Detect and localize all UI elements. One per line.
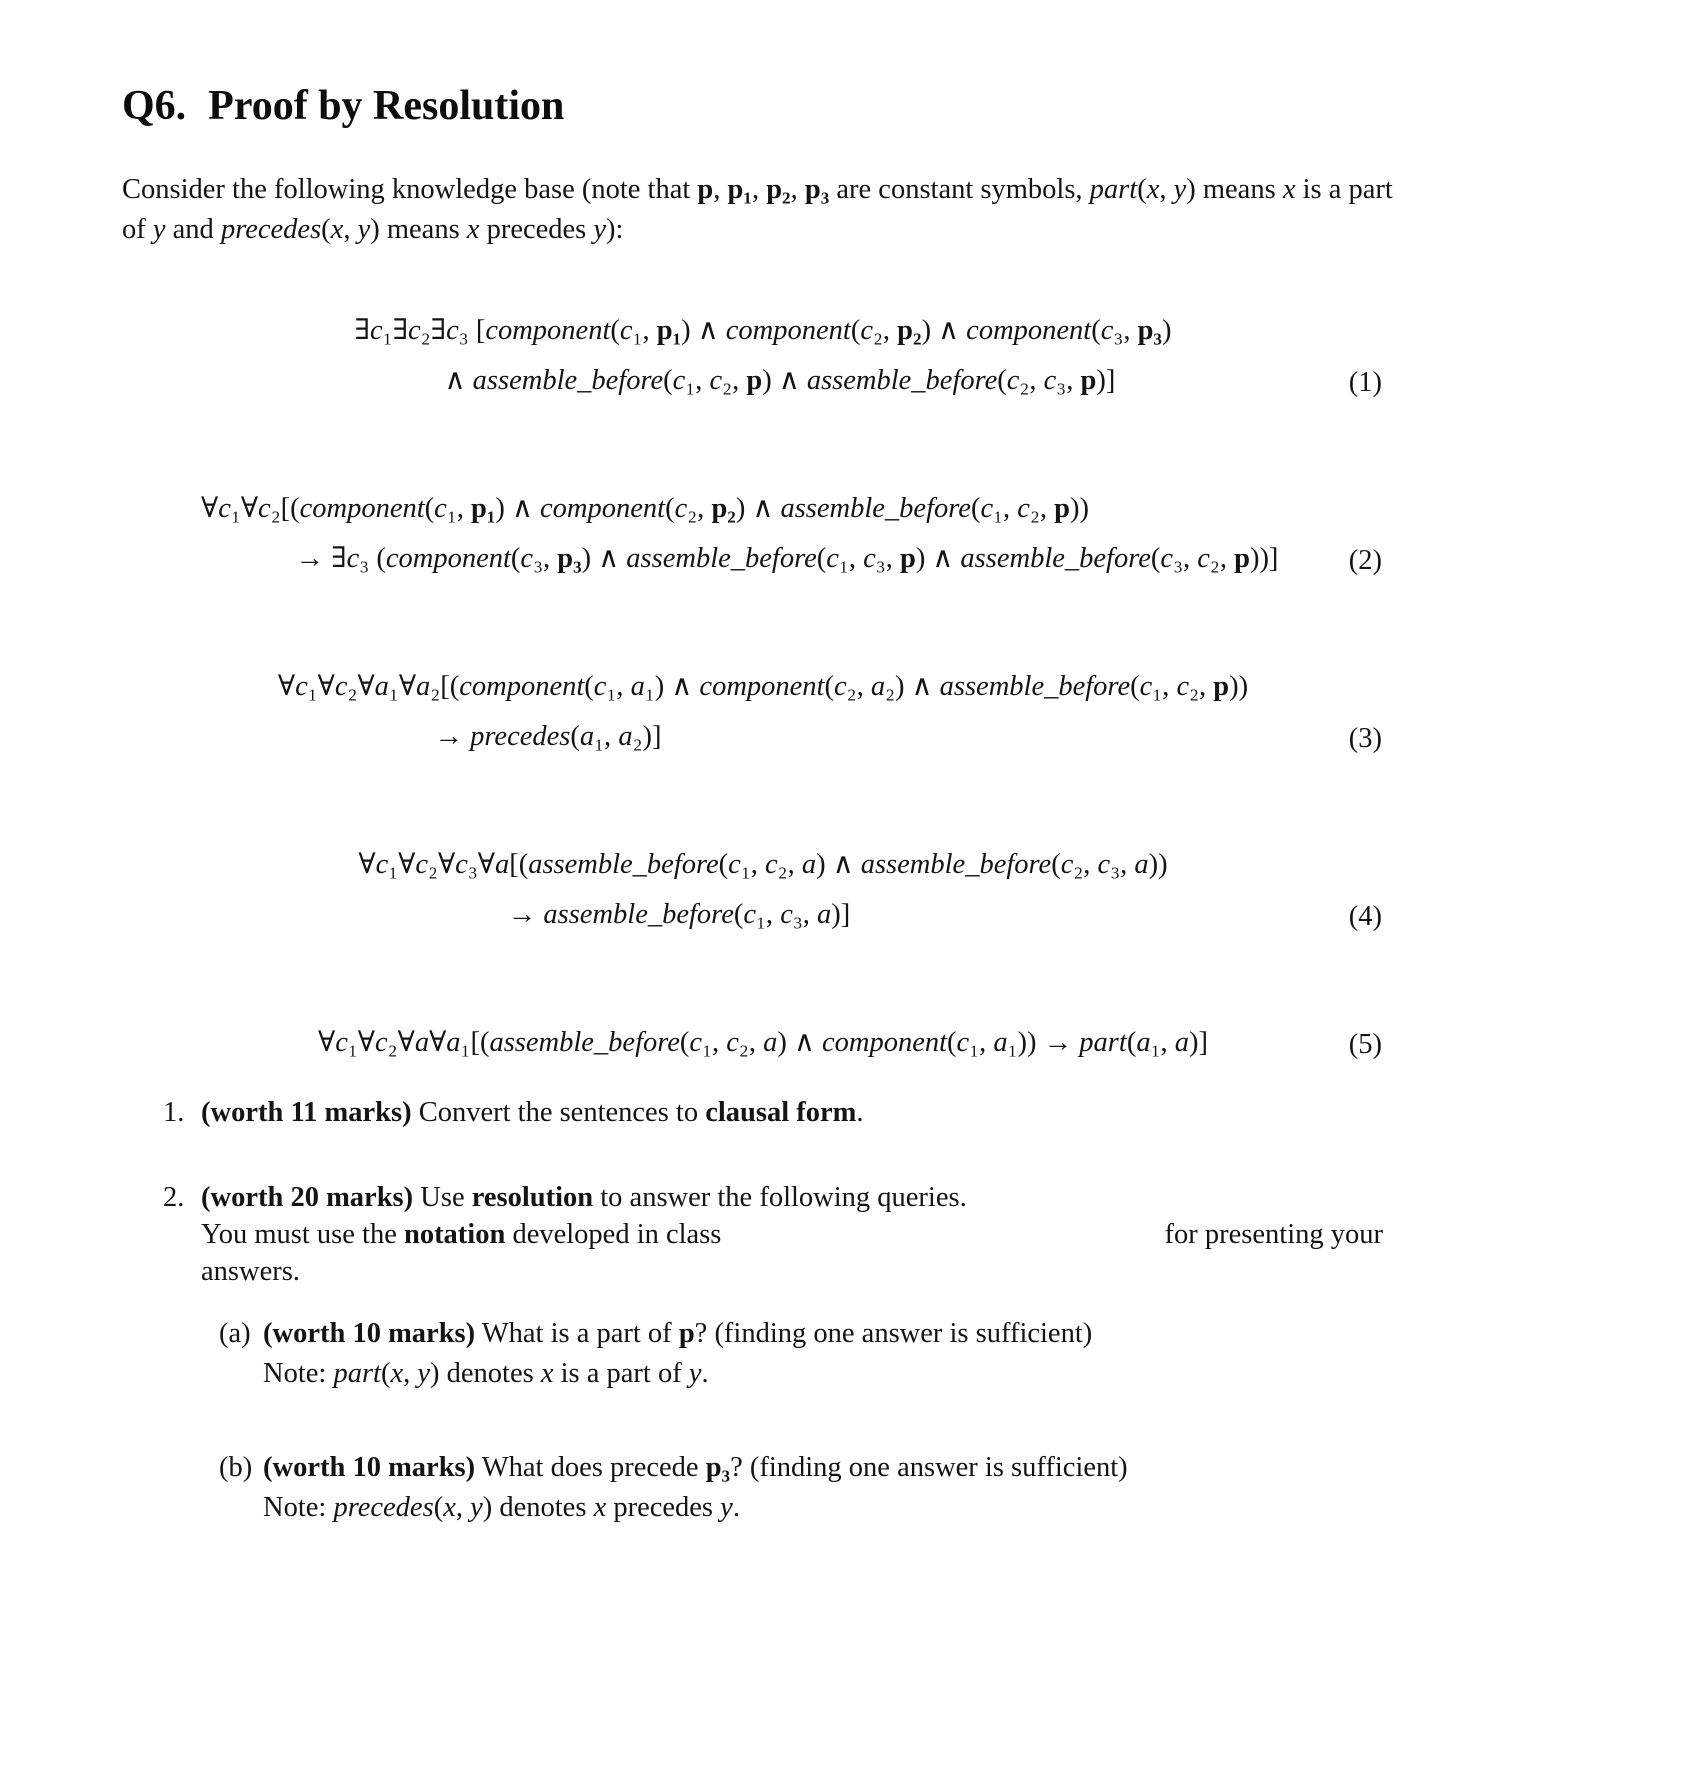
equation-number: (4) (1348, 901, 1382, 932)
equation-5 (122, 1018, 1404, 1068)
equation-number: (5) (1348, 1029, 1382, 1060)
subtask-label: (b) (219, 1452, 253, 1483)
subtask-text: (worth 10 marks) What does precede p₃? (finding one answer is sufficient) (263, 1452, 1128, 1483)
task-body (201, 1094, 1383, 1131)
subtask-label: (a) (219, 1318, 251, 1349)
equation-4 (122, 840, 1404, 940)
task-text-right: for presenting your (1164, 1219, 1383, 1250)
intro-paragraph: Consider the following knowledge base (note that p, p₁, p₂, p₃ are constant symbols, part(x, y) means x is a part of y and precedes(x, y) means x precedes y): (122, 174, 1393, 245)
subtask-b (201, 1448, 1383, 1528)
subtask-body (263, 1448, 1383, 1528)
equation-line: → assemble_before(c₁, c₃, a)] (507, 899, 851, 930)
task-text: (worth 20 marks) Use resolution to answer the following queries. (201, 1182, 967, 1213)
question-title-text: Proof by Resolution (208, 83, 565, 129)
subtask-note: Note: precedes(x, y) denotes x precedes y. (263, 1492, 740, 1523)
equation-number: (2) (1348, 545, 1382, 576)
task-text-last: answers. (201, 1256, 300, 1287)
equation-number: (1) (1348, 367, 1382, 398)
task-number: 1. (163, 1097, 185, 1128)
equation-number: (3) (1348, 723, 1382, 754)
equation-line: ∃c₁∃c₂∃c₃ [component(c₁, p₁) ∧ component(c₂, p₂) ∧ component(c₃, p₃) (354, 315, 1172, 346)
equation-1 (122, 306, 1404, 406)
equation-line: ∀c₁∀c₂∀c₃∀a[(assemble_before(c₁, c₂, a) ∧ assemble_before(c₂, c₃, a)) (358, 849, 1168, 880)
task-list (122, 1094, 1404, 1528)
subtask-text: (worth 10 marks) What is a part of p? (finding one answer is sufficient) (263, 1318, 1093, 1349)
equation-line: → precedes(a₁, a₂)] (434, 721, 662, 752)
equation-line: ∀c₁∀c₂∀a∀a₁[(assemble_before(c₁, c₂, a) ∧ component(c₁, a₁)) → part(a₁, a)] (318, 1027, 1208, 1058)
task-text-left: You must use the notation developed in class (201, 1219, 722, 1250)
task-body (201, 1179, 1383, 1528)
equation-line: ∀c₁∀c₂[(component(c₁, p₁) ∧ component(c₂, p₂) ∧ assemble_before(c₁, c₂, p)) (201, 493, 1089, 524)
equation-line: ∀c₁∀c₂∀a₁∀a₂[(component(c₁, a₁) ∧ component(c₂, a₂) ∧ assemble_before(c₁, c₂, p)) (277, 671, 1249, 702)
equation-line: ∧ assemble_before(c₁, c₂, p) ∧ assemble_before(c₂, c₃, p)] (444, 365, 1116, 396)
subtask-a (201, 1314, 1383, 1394)
task-number: 2. (163, 1182, 185, 1213)
task-1 (163, 1094, 1404, 1131)
subtask-note: Note: part(x, y) denotes x is a part of y. (263, 1358, 709, 1389)
equation-line: → ∃c₃ (component(c₃, p₃) ∧ assemble_before(c₁, c₃, p) ∧ assemble_before(c₃, c₂, p))] (295, 543, 1279, 574)
task-text: (worth 11 marks) Convert the sentences to clausal form. (201, 1097, 864, 1128)
equation-2 (122, 484, 1404, 584)
page-title (122, 82, 1400, 130)
subtask-body (263, 1314, 1383, 1394)
knowledge-base (122, 306, 1404, 1068)
task-2 (163, 1179, 1404, 1528)
task-text-continued (201, 1216, 1383, 1253)
question-number: Q6. (122, 83, 187, 129)
equation-3 (122, 662, 1404, 762)
